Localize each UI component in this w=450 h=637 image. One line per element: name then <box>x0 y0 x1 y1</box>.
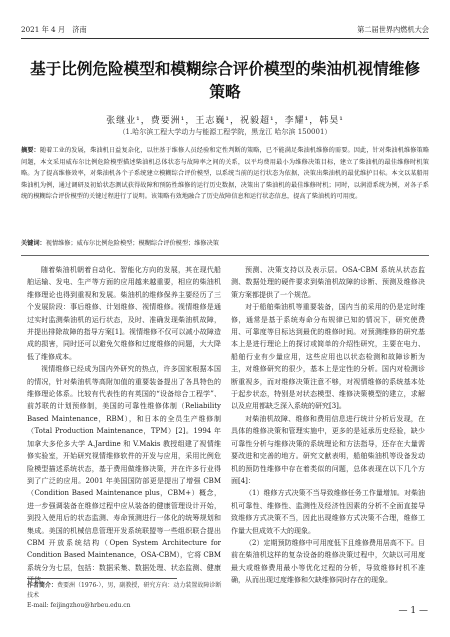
keywords-label: 关键词： <box>21 240 46 247</box>
header-conference: 第二届世界内燃机大会 <box>357 25 429 34</box>
author-footnote <box>27 581 227 611</box>
paragraph: （1）维修方式决策不当导致维修任务工作量增加。对柴油机可靠性、维修性、监测性及经济性因素的分析不全面直接导致维修方式决策不当，因此出现维修方式决策不合理，维修工作量大但成效不大的现象。 <box>231 489 425 535</box>
paragraph: 视情维修已经成为国内外研究的热点，许多国家根据本国的情况，针对柴油机等高附加值的重要装备提出了各具特色的维修理论体系。比较有代表性的有英国的“设备综合工程学”、前苏联的计划预修制，美国的可靠性维修体制（Reliability Based Maintenance，RBM），和日本的全员生产维修制（Total Production Maintenance，TPM）[2]。1994 年加拿大多伦多大学 A.Jardine 和 V.Makis 教授组建了视情维修实验室，开始研究视情维修软件的开发与应用，采用比例危险模型描述系统状态，基于费用做维修决策，并在许多行业得到了广泛的应用。2001 年美国国防部更是提出了增强 CBM（Condition Based Maintenance plus，CBM+）概念，进一步强调装备在维修过程中应从装备的健康管理设计开始，到投入使用后的状态监测、寿命预测进行一体化的统筹规划和集成。美国的机械信息管理开发系统联盟等一些组织联合提出 CBM 开放系统结构（Open System Architecture for Condition Based Maintenance，OSA-CBM），它将 CBM 系统分为七层，包括：数据采集、数据处理、状态监测、健康评估、 <box>27 365 221 585</box>
keywords-rule <box>21 255 429 256</box>
header-rule <box>21 38 429 39</box>
author-list: 张继业¹，费要洲¹，王志巍¹，祝毅超¹，李耀¹，韩昊¹ <box>106 116 344 126</box>
running-header <box>21 25 429 38</box>
header-date-location: 2021 年 4 月 济南 <box>21 25 87 34</box>
paragraph: 对于船舶柴油机等重要装备，国内当前采用的仍是定时维修，通常是基于系统寿命分布规律已知的情况下，研究使费用、可靠度等目标达到最优的维修时间。对预测维修的研究基本上是进行理论上的探讨或简单的介绍性研究，主要在电力、船舶行业有少量应用，这些应用也以状态检测和故障诊断为主，对维修研究的很少，基本上是定性的分析。国内对检测诊断重视多，而对维修决策注意不够，对视情维修的系统基本处于起步状态，特别是对状态模型、维修决策模型的建立，求解以及应用都缺乏深入系统的研究[3]。 <box>231 303 425 411</box>
keywords-text: 视情维修；威布尔比例危险模型；模糊综合评价模型；维修决策 <box>45 240 219 247</box>
keywords <box>21 238 429 249</box>
page-number: — 1 — <box>398 606 428 616</box>
paragraph: 对柴油机故障、维修和费用信息进行统计分析后发现，在具体的维修决策和管理实施中，更多的是延承历史经验，缺少可靠性分析与维修决策的系统理论和方法指导，还存在大量需要改进和完善的地方。研究文献表明，船舶柴油机等设备发动机的预防性维修中存在着类似的问题，总体表现在以下几个方面[4]： <box>231 414 425 485</box>
footnote-email: E-mail: feijingzhou@hrbeu.edu.cn <box>27 602 131 609</box>
paragraph: 预测、决策支持以及表示层。OSA-CBM 系统从状态监测、数据处理的硬件要求到柴油机故障的诊断、预测及维修决策方案都提供了一个规范。 <box>231 266 425 299</box>
body-column-left <box>27 264 221 587</box>
paragraph: 随着柴油机朝着自动化、智能化方向的发展，其在现代船舶运输、发电、生产等方面的应用越来越重要，相应的柴油机维修理论也得到重视和发展。柴油机的维修保养主要经历了三个发展阶段：事后维修、计划维修、视情维修。视情维修是通过实时监测柴油机的运行状态，及时、准确发现柴油机故障，并提出排除故障的指导方案[1]。视情维修不仅可以减小故障造成的损害，同时还可以避免欠维修和过度维修的问题，大大降低了维修成本。 <box>27 266 221 361</box>
abstract <box>21 145 429 203</box>
footnote-author: 费要洲（1976-），男，副教授，研究方向：动力装置故障诊断技术 <box>27 582 222 599</box>
paragraph: （2）定期预防维修中可用度低下且维修费用居高不下。目前在柴油机这样的复杂设备的维修决策过程中，欠缺以可用度最大或维修费用最小等优化过程的分析，导致维修时机不准确，从而出现过度维修和欠缺维修同时存在的现象。 <box>231 538 425 585</box>
affiliation: （1.哈尔滨工程大学动力与能源工程学院，黑龙江 哈尔滨 150001） <box>118 128 332 136</box>
abstract-text: 随着工业的发展，柴油机日益复杂化，以往基于维修人员经验和定性判断的策略，已不能满足柴油机维修的需要。因此，针对柴油机维修策略问题，本文采用威布尔比例危险模型描述柴油机总体状态与故障率之间的关系，以平均费用最小为维修决策目标，建立了柴油机的最佳维修时机策略。为了提高维修效率，对柴油机各个子系统建立模糊综合评价模型，以系统当前的运行状态为依据，决策出柴油机的最优维护目标。本文以某船用柴油机为例，通过调研及初始状态测试获得故障和预防性维修的运行历史数据，决策出了柴油机的最佳维修时机；同时，以润滑系统为例，对各子系统的模糊综合评价模型的关键过程进行了说明。该策略有效地融合了历史故障信息和运行状态信息，提高了柴油机的可用度。 <box>21 147 430 201</box>
footnote-label: 作者简介： <box>27 582 58 589</box>
paper-title: 基于比例危险模型和模糊综合评价模型的柴油机视情维修策略 <box>30 60 420 101</box>
body-column-right <box>231 264 425 587</box>
abstract-label: 摘要： <box>21 147 40 154</box>
footnote-rule <box>27 578 177 579</box>
